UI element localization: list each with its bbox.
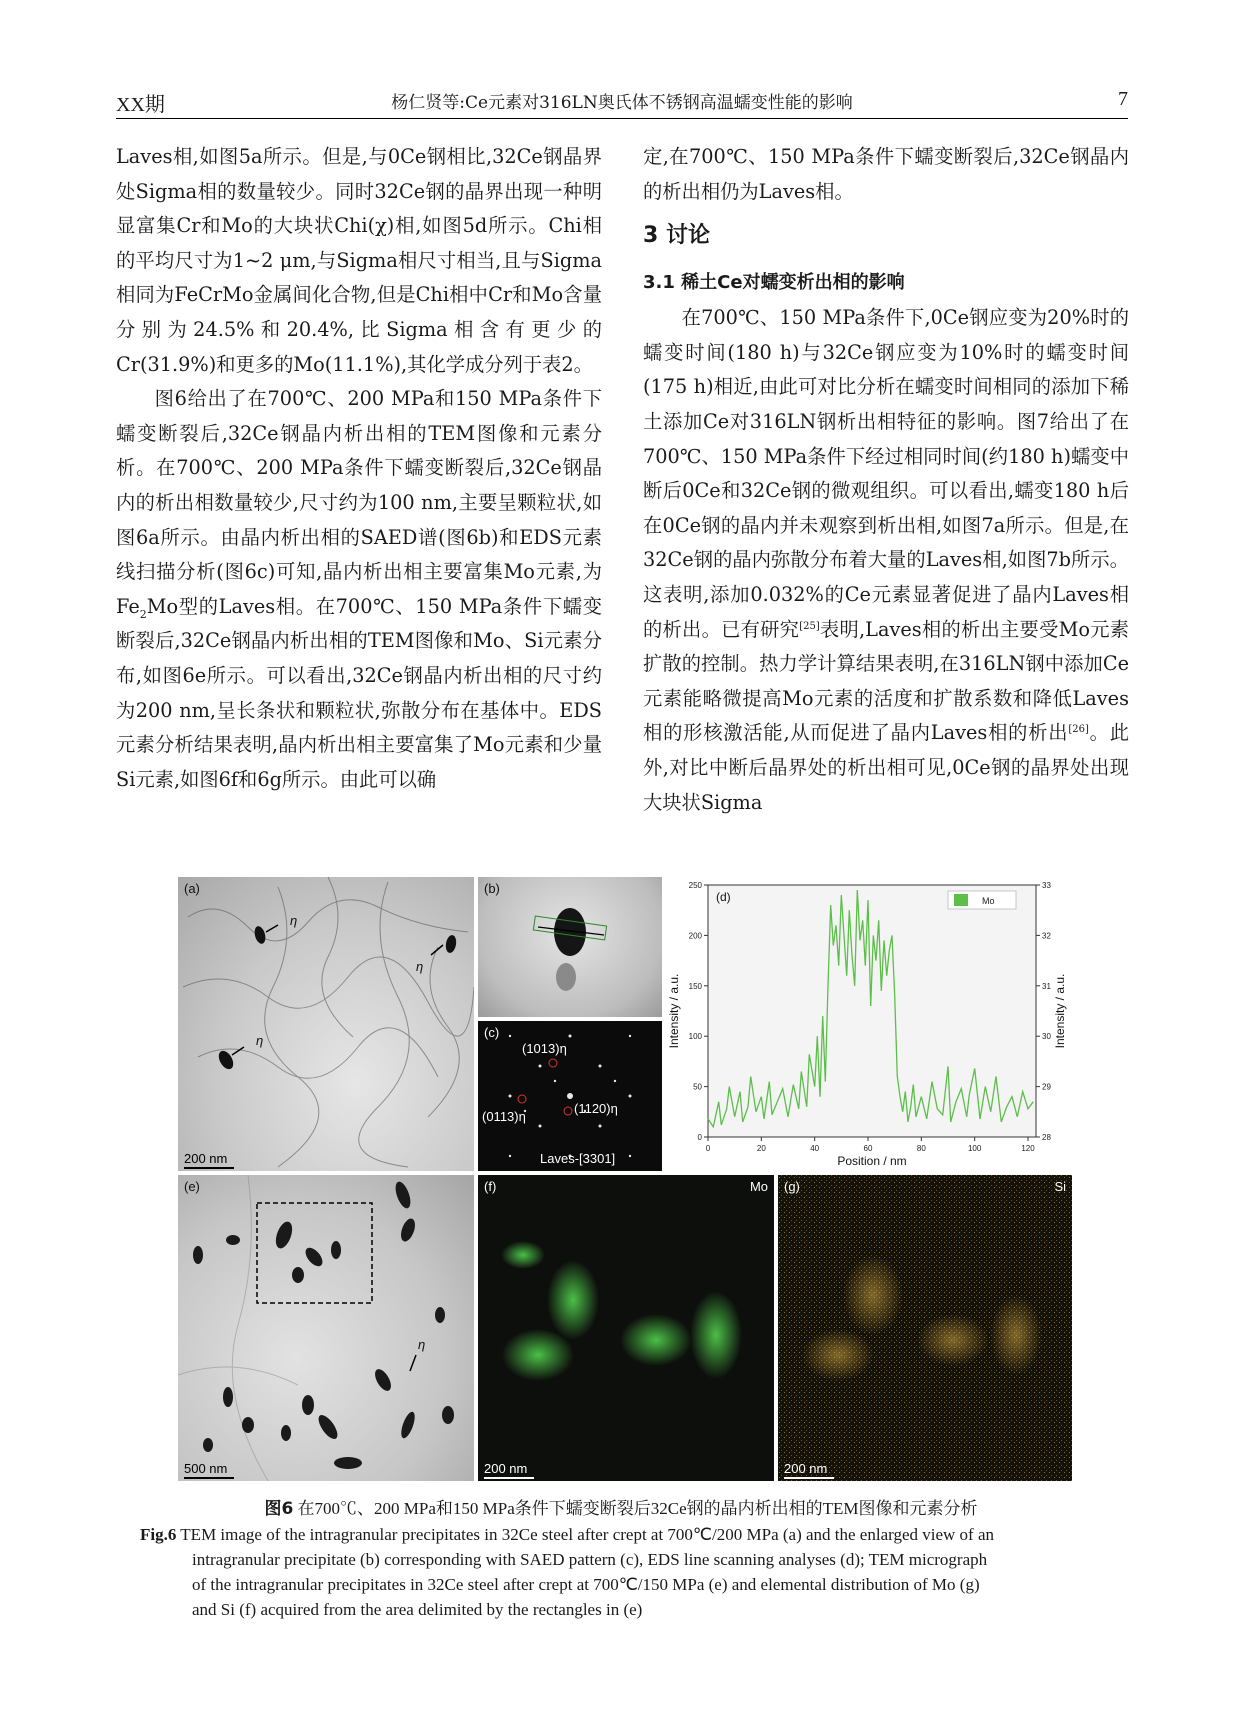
paragraph: 在700℃、150 MPa条件下,0Ce钢应变为20%时的蠕变时间(180 h)与32Ce钢应变为10%时的蠕变时间(175 h)相近,由此可对比分析在蠕变时间相同的添加下稀土添加Ce对316LN钢析出相特征的影响。图7给出了在700℃、150 MPa条件下经过相同时间(约180 h)蠕变中断后0Ce和32Ce钢的微观组织。可以看出,蠕变180 h后在0Ce钢的晶内并未观察到析出相,如图7a所示。但是,在32Ce钢的晶内弥散分布着大量的Laves相,如图7b所示。这表明,添加0.032%的Ce元素显著促进了晶内Laves相的析出。已有研究[25]表明,Laves相的析出主要受Mo元素扩散的控制。热力学计算结果表明,在316LN钢中添加Ce元素能略微提高Mo元素的活度和扩散系数和降低Laves相的形核激活能,从而促进了晶内Laves相的析出[26]。此外,对比中断后晶界处的析出相可见,0Ce钢的晶界处出现大块状Sigma [643,306,1130,814]
panel-c-saed-pattern [478,1021,662,1171]
element-label: Mo [749,1179,768,1194]
panel-label: (g) [784,1179,800,1194]
y-tick-label: 250 [688,881,702,890]
panel-a-tem-image [178,877,474,1171]
subsection-heading: 3.1 稀土Ce对蠕变析出相的影响 [643,272,905,294]
page-number: 7 [1118,88,1128,110]
figure-caption-english: Fig.6 TEM image of the intragranular precipitates in 32Ce steel after crept at 700℃/200 MPa (a) and the enlarged view of an intragranular precipitate (b) corresponding with SAED pattern (c), EDS line scanning analyses (d); TEM micrograph of the intragranular precipitates in 32Ce steel after crept at 700℃/150 MPa (e) and elemental distribution of Mo (g) and Si (f) acquired from the area delimited by the rectangles in (e) [140,1525,995,1619]
scale-bar [184,1167,234,1169]
scale-bar-label: 200 nm [784,1461,828,1476]
panel-d-eds-line-scan [666,877,1072,1171]
y-tick-label: 100 [688,1032,702,1042]
figure-6 [178,877,1072,1481]
scale-bar [484,1477,534,1479]
zone-axis-label: Laves-[3301] [540,1151,616,1166]
scale-bar [784,1477,834,1479]
paragraph: 定,在700℃、150 MPa条件下蠕变断裂后,32Ce钢晶内的析出相仍为Laves相。 [643,145,1129,203]
x-tick-label: 100 [967,1144,982,1153]
scale-bar-label: 500 nm [184,1461,228,1476]
y-tick-label: 150 [688,981,702,991]
element-label: Si [1054,1179,1066,1194]
panel-g-si-map [778,1175,1072,1481]
panel-label: (c) [484,1025,500,1040]
scale-bar-label: 200 nm [184,1151,228,1166]
plot-area [708,885,1036,1137]
x-tick-label: 120 [1021,1144,1035,1153]
eta-marker: η [416,959,424,974]
y-tick-label: 0 [697,1133,702,1142]
citation: [26] [1068,724,1089,736]
y-right-tick-label: 31 [1042,981,1051,991]
saed-spot-label: (1013)η [522,1041,567,1056]
y-tick-label: 200 [688,931,702,941]
y-right-tick-label: 28 [1042,1133,1051,1142]
y-right-tick-label: 32 [1042,931,1051,941]
running-title: 杨仁贤等:Ce元素对316LN奥氏体不锈钢高温蠕变性能的影响 [391,93,853,113]
chart-title: (d) [716,890,731,904]
y-tick-labels [689,881,708,1142]
panel-label: (a) [184,881,200,896]
y-right-axis-label: Intensity / a.u. [1053,973,1067,1049]
eta-marker: η [256,1033,264,1048]
citation: [25] [799,620,820,632]
eta-marker: η [418,1337,426,1352]
eta-marker: η [290,913,298,928]
panel-f-mo-map [478,1175,774,1481]
y-axis-label: Intensity / a.u. [667,973,681,1049]
x-axis-label: Position / nm [837,1154,907,1168]
panel-e-tem-image [178,1175,474,1481]
running-header [116,88,1128,119]
y-right-tick-label: 33 [1042,881,1051,890]
y-right-tick-labels [1036,881,1051,1142]
panel-label: (e) [184,1179,200,1194]
panel-label: (b) [484,881,500,896]
left-column [116,140,602,797]
section-heading: 3 讨论 [643,223,710,249]
scale-bar [184,1477,234,1479]
y-right-tick-label: 29 [1042,1082,1051,1092]
x-tick-label: 80 [916,1144,926,1153]
right-column [643,140,1129,820]
panel-label: (f) [484,1179,497,1194]
y-tick-label: 50 [693,1082,702,1092]
x-tick-label: 40 [810,1144,820,1153]
legend-swatch [954,894,968,906]
scale-bar-label: 200 nm [484,1461,528,1476]
line-scan-chart [666,877,1072,1171]
paragraph: Laves相,如图5a所示。但是,与0Ce钢相比,32Ce钢晶界处Sigma相的数量较少。同时32Ce钢的晶界出现一种明显富集Cr和Mo的大块状Chi(χ)相,如图5d所示。Chi相的平均尺寸为1~2 μm,与Sigma相尺寸相当,且与Sigma相同为FeCrMo金属间化合物,但是Chi相中Cr和Mo含量分别为24.5%和20.4%,比Sigma相含有更少的Cr(31.9%)和更多的Mo(11.1%),其化学成分列于表2。 [116,145,602,376]
dislocation-network [178,877,474,1171]
x-tick-label: 0 [705,1144,711,1153]
figure-caption-chinese: 图6 在700℃、200 MPa和150 MPa条件下蠕变断裂后32Ce钢的晶内析出相的TEM图像和元素分析 [264,1499,978,1519]
x-tick-label: 20 [756,1144,766,1153]
legend-label: Mo [982,896,995,906]
issue-number: XX期 [116,94,165,116]
y-right-tick-label: 30 [1042,1032,1051,1042]
x-tick-label: 60 [863,1144,873,1153]
panel-b-tem-image [478,877,662,1017]
saed-spot-label: (1120)η [574,1101,618,1116]
saed-spot-label: (0113)η [482,1109,526,1124]
x-tick-labels [706,1137,1035,1153]
paragraph: 图6给出了在700℃、200 MPa和150 MPa条件下蠕变断裂后,32Ce钢晶内析出相的TEM图像和元素分析。在700℃、200 MPa条件下蠕变断裂后,32Ce钢晶内的析出相数量较少,尺寸约为100 nm,主要呈颗粒状,如图6a所示。由晶内析出相的SAED谱(图6b)和EDS元素线扫描分析(图6c)可知,晶内析出相主要富集Mo元素,为$Fe_2Mo$型的Laves相。在700℃、150 MPa条件下蠕变断裂后,32Ce钢晶内析出相的TEM图像和Mo、Si元素分布,如图6e所示。可以看出,32Ce钢晶内析出相的尺寸约为200 nm,呈长条状和颗粒状,弥散分布在基体中。EDS元素分析结果表明,晶内析出相主要富集了Mo元素和少量Si元素,如图6f和6g所示。由此可以确 [116,387,602,791]
